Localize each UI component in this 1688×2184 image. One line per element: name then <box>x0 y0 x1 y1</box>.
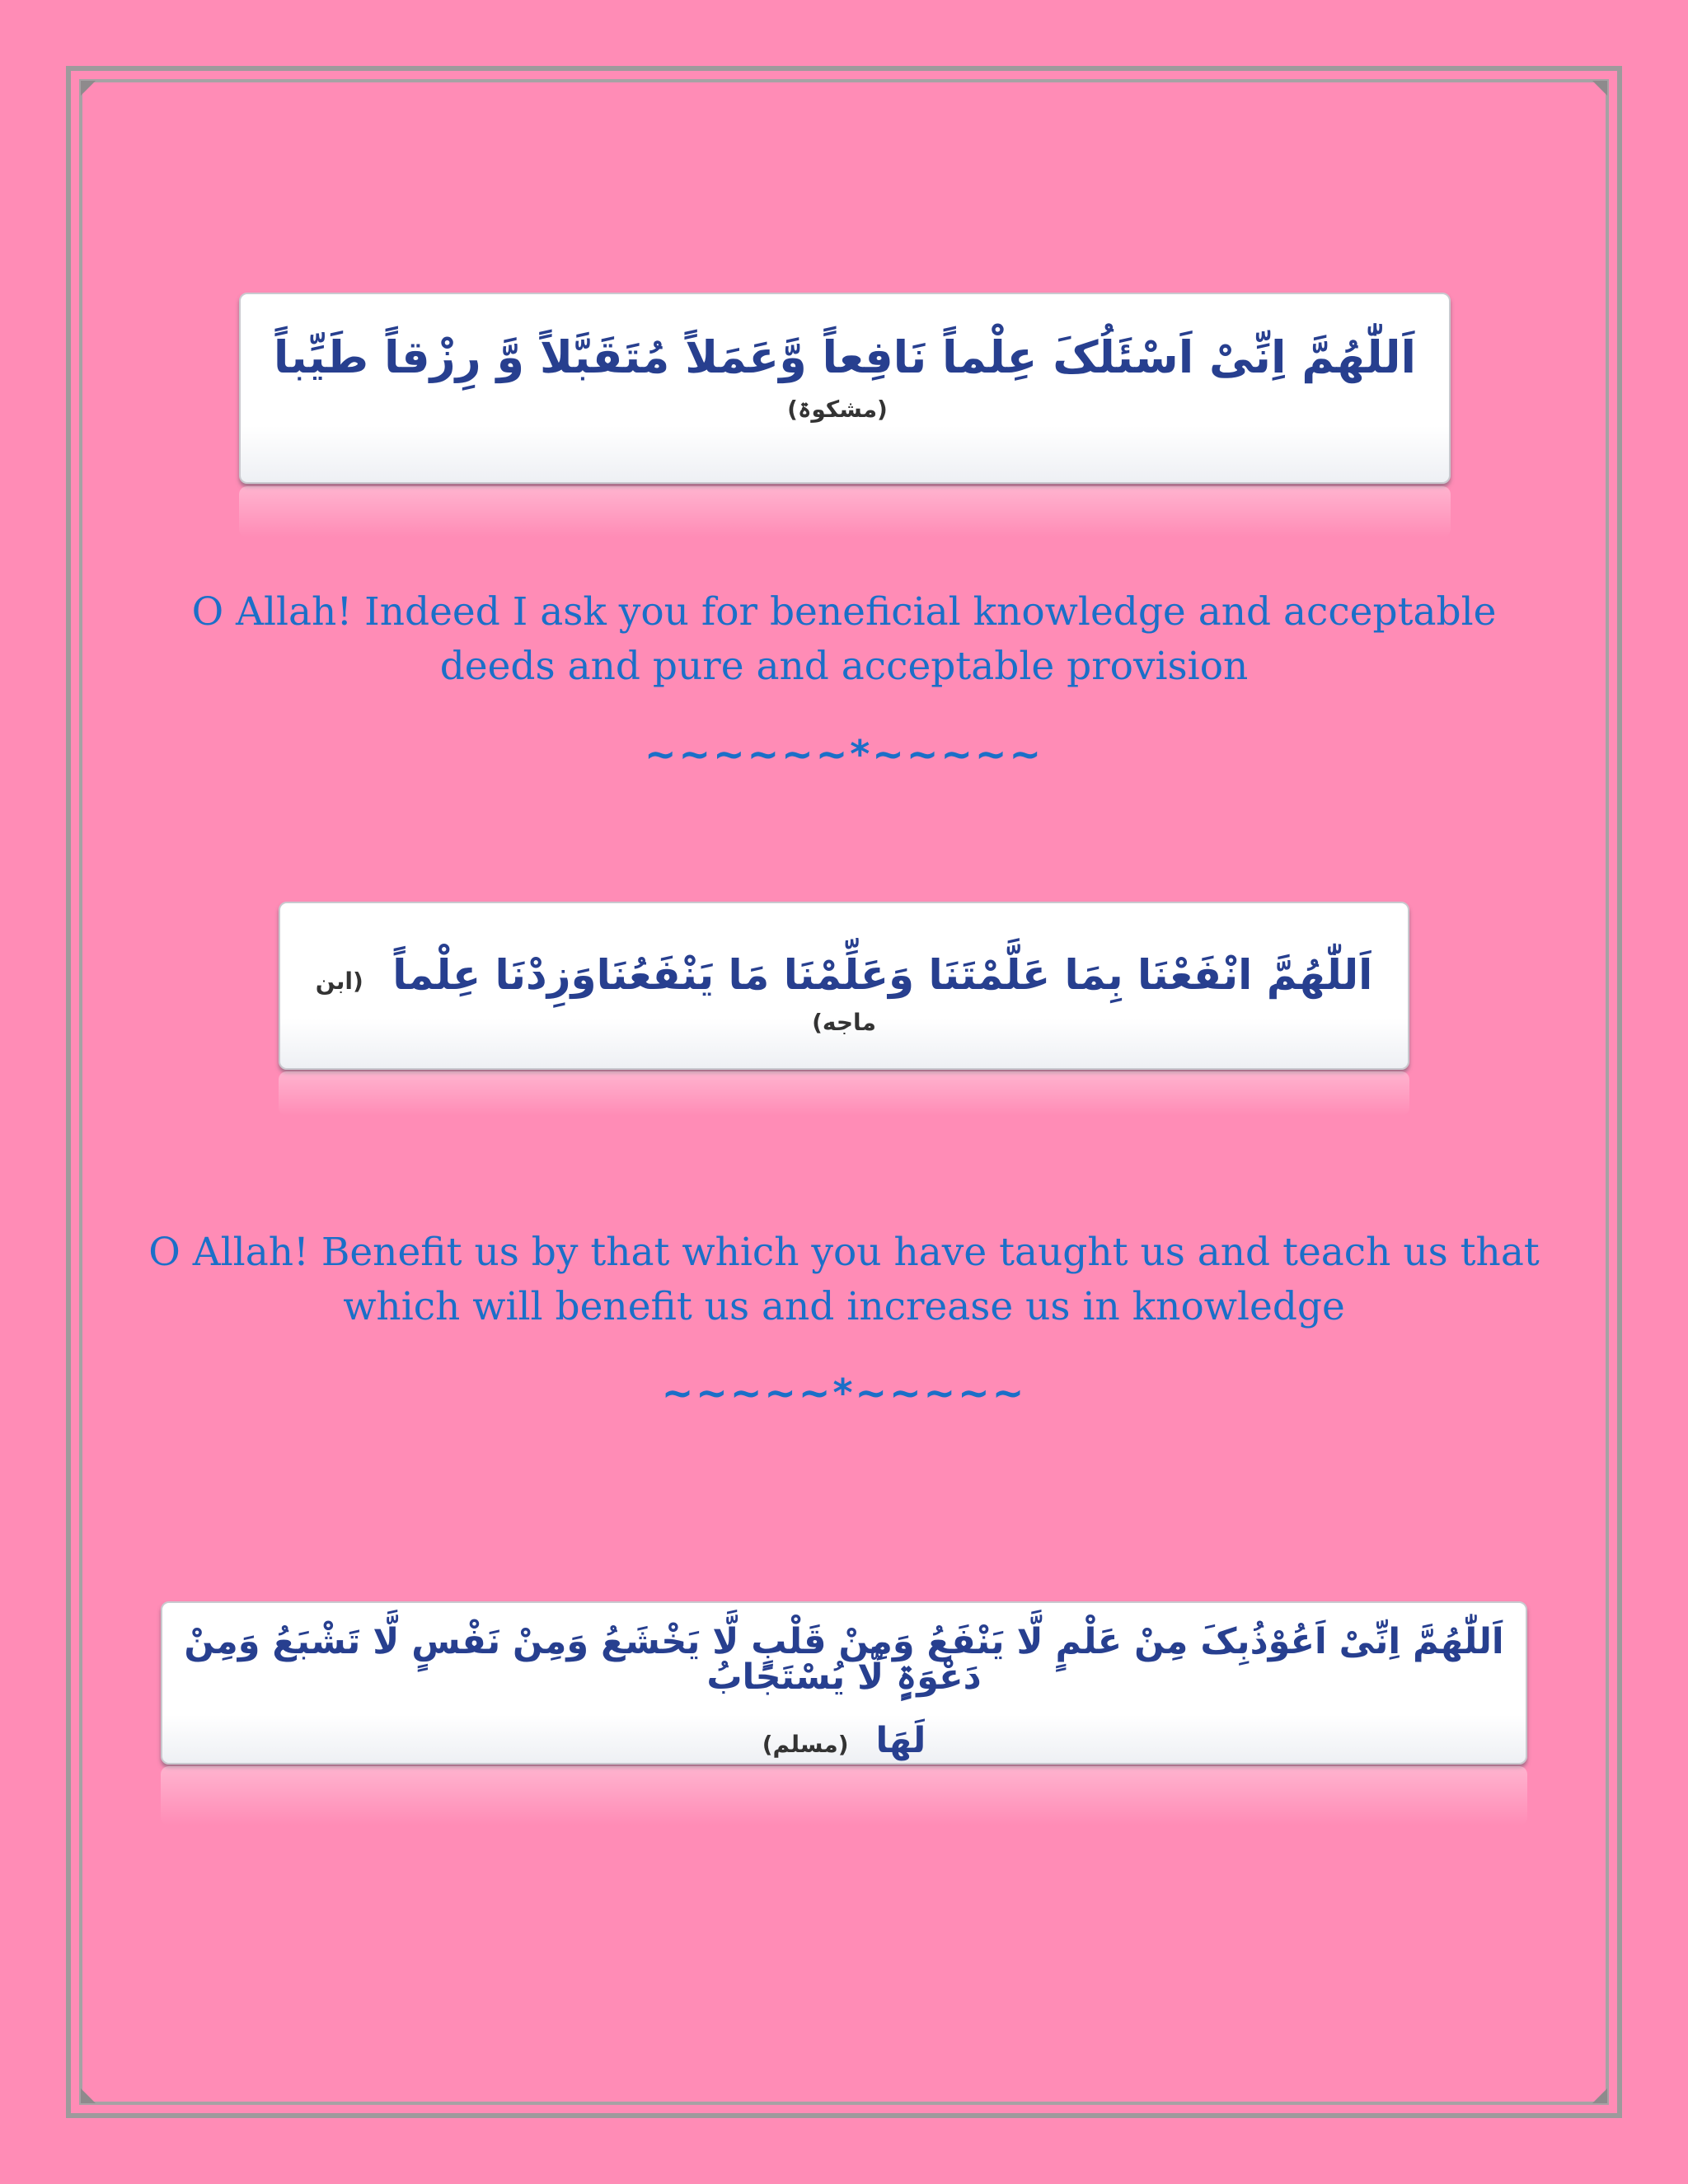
dua-box-1 <box>239 293 1451 484</box>
dua-box-1-reflection <box>239 486 1451 537</box>
dua-3-reference: (مسلم) <box>762 1731 849 1758</box>
dua-box-2-reflection <box>279 1071 1409 1116</box>
dua-1-arabic: اَللّٰھُمَّ اِنِّیْ اَسْئَلُکَ عِلْماً نَافِعاً وَّعَمَلاً مُتَقَبَّلاً وَّ رِزْقاً طَیِّباً <box>273 331 1417 383</box>
dua-1-reference: (مشکوۃ) <box>787 396 888 423</box>
corner-ornament-top-right <box>1592 81 1607 96</box>
dua-3-arabic-line-2-wrap <box>162 1720 1526 1761</box>
corner-ornament-bottom-left <box>81 2088 96 2103</box>
dua-2-translation: O Allah! Benefit us by that which you have taught us and teach us that which will benefit us and increase us in knowledge <box>148 1230 1540 1329</box>
corner-ornament-top-left <box>81 81 96 96</box>
separator-1: ~~~~~~*~~~~~ <box>644 732 1044 776</box>
dua-3-arabic-line-2: لَھَا <box>875 1720 926 1761</box>
dua-1-translation: O Allah! Indeed I ask you for beneficial knowledge and acceptable deeds and pure and acceptable provision <box>191 589 1497 689</box>
dua-box-2 <box>279 902 1409 1070</box>
dua-3-arabic-line-1: اَللّٰھُمَّ اِنِّیْ اَعُوْذُبِکَ مِنْ عَلْمٍ لَّا یَنْفَعُ وَمِنْ قَلْبٍ لَّا یَخْشَعُ وَمِنْ نَفْسٍ لَّا تَشْبَعُ وَمِنْ دَعْوَۃٍ لَّا یُسْتَجَابُ <box>184 1621 1504 1698</box>
dua-2-reference: (ابن ماجه) <box>315 968 876 1036</box>
corner-ornament-bottom-right <box>1592 2088 1607 2103</box>
dua-box-3 <box>161 1601 1527 1765</box>
separator-2: ~~~~~*~~~~~ <box>661 1371 1027 1415</box>
dua-box-3-reflection <box>161 1766 1527 1825</box>
dua-2-arabic: اَللّٰھُمَّ انْفَعْنَا بِمَا عَلَّمْتَنَا وَعَلِّمْنَا مَا یَنْفَعُنَاوَزِدْنَا عِلْماً <box>392 951 1373 999</box>
